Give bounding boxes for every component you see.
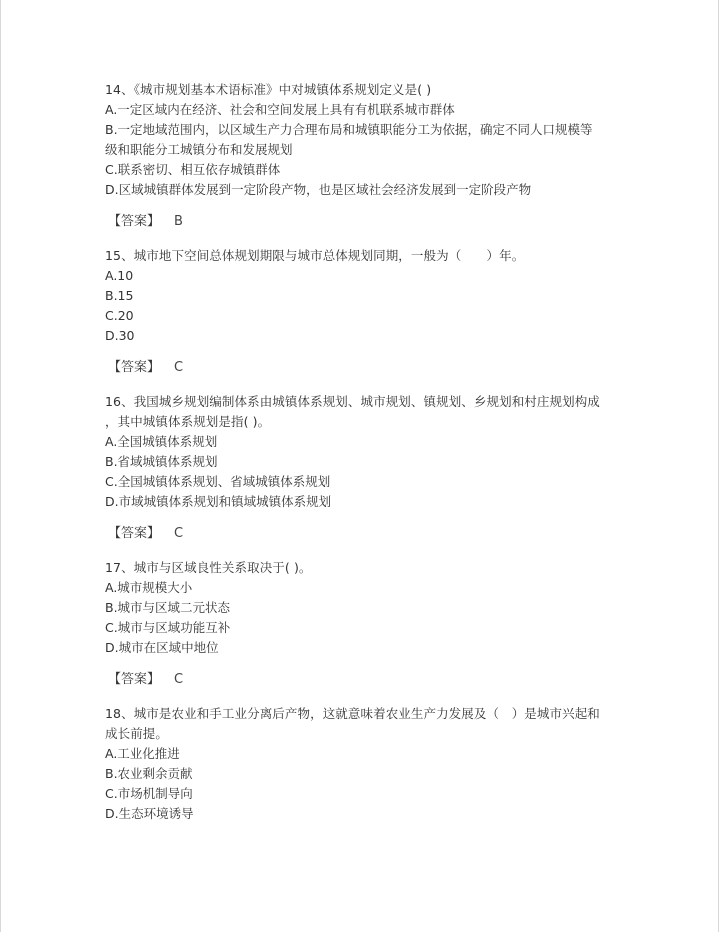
question-stem: 16、我国城乡规划编制体系由城镇体系规划、城市规划、镇规划、乡规划和村庄规划构成 xyxy=(105,394,600,409)
question-17 xyxy=(105,558,625,690)
option-c: C.全国城镇体系规划、省域城镇体系规划 xyxy=(105,474,331,489)
option-c: C.20 xyxy=(105,308,134,323)
option-c: C.城市与区域功能互补 xyxy=(105,620,231,635)
answer-value: C xyxy=(174,526,184,541)
option-b: B.一定地域范围内，以区域生产力合理布局和城镇职能分工为依据，确定不同人口规模等 xyxy=(105,122,593,137)
option-a: A.全国城镇体系规划 xyxy=(105,434,218,449)
option-a: A.城市规模大小 xyxy=(105,580,193,595)
option-b-continued: 级和职能分工城镇分布和发展规划 xyxy=(105,142,293,157)
option-d: D.市域城镇体系规划和镇域城镇体系规划 xyxy=(105,494,332,509)
question-15 xyxy=(105,246,625,378)
option-a: A.10 xyxy=(105,268,134,283)
answer-row xyxy=(108,670,625,690)
option-d: D.城市在区域中地位 xyxy=(105,640,219,655)
question-stem: 17、城市与区域良性关系取决于( )。 xyxy=(105,560,312,575)
option-c: C.联系密切、相互依存城镇群体 xyxy=(105,162,281,177)
option-d: D.区域城镇群体发展到一定阶段产物，也是区域社会经济发展到一定阶段产物 xyxy=(105,182,532,197)
option-b: B.15 xyxy=(105,288,134,303)
answer-label: 【答案】 xyxy=(108,526,161,541)
question-stem-continued: 成长前提。 xyxy=(105,726,169,741)
answer-label: 【答案】 xyxy=(108,360,161,375)
option-b: B.农业剩余贡献 xyxy=(105,766,193,781)
option-c: C.市场机制导向 xyxy=(105,786,193,801)
answer-value: C xyxy=(174,360,184,375)
answer-label: 【答案】 xyxy=(108,672,161,687)
answer-row xyxy=(108,524,625,544)
option-a: A.工业化推进 xyxy=(105,746,180,761)
page-edge-left xyxy=(0,0,1,932)
answer-row xyxy=(108,358,625,378)
answer-row xyxy=(108,212,625,232)
option-d: D.生态环境诱导 xyxy=(105,806,194,821)
question-stem: 18、城市是农业和手工业分离后产物，这就意味着农业生产力发展及（ ）是城市兴起和 xyxy=(105,706,600,721)
question-16 xyxy=(105,392,625,544)
answer-value: B xyxy=(174,214,183,229)
question-stem-continued: ，其中城镇体系规划是指( )。 xyxy=(105,414,271,429)
option-b: B.城市与区域二元状态 xyxy=(105,600,231,615)
answer-label: 【答案】 xyxy=(108,214,161,229)
page-edge-right xyxy=(718,0,719,932)
question-list xyxy=(105,80,625,824)
question-stem: 15、城市地下空间总体规划期限与城市总体规划同期，一般为（ ）年。 xyxy=(105,248,525,263)
question-18 xyxy=(105,704,625,824)
question-14 xyxy=(105,80,625,232)
option-a: A.一定区域内在经济、社会和空间发展上具有有机联系城市群体 xyxy=(105,102,455,117)
option-b: B.省域城镇体系规划 xyxy=(105,454,218,469)
answer-value: C xyxy=(174,672,184,687)
question-stem: 14、《城市规划基本术语标准》中对城镇体系规划定义是( ) xyxy=(105,82,432,97)
option-d: D.30 xyxy=(105,328,135,343)
